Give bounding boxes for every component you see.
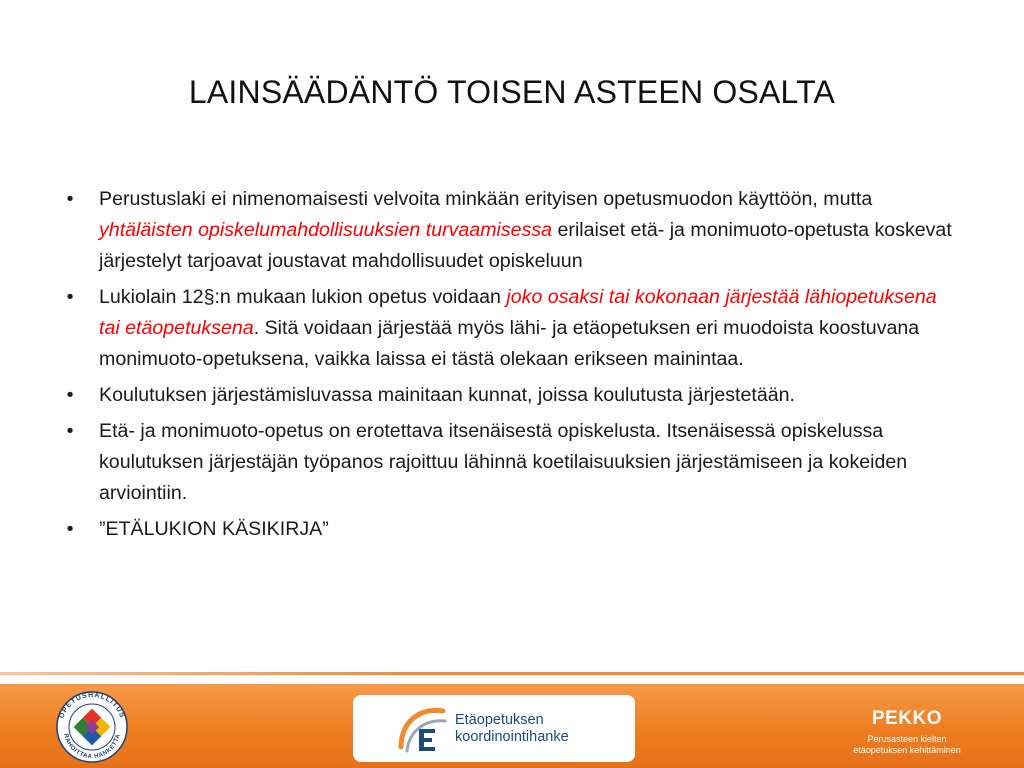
pekko-brand bbox=[842, 708, 972, 756]
bullet-item bbox=[60, 416, 960, 509]
footer-divider bbox=[0, 672, 1024, 675]
pekko-title: PEKKO bbox=[871, 708, 943, 729]
bullet-marker: • bbox=[66, 420, 74, 442]
bullet-text: Koulutuksen järjestämisluvassa mainitaan kunnat, joissa koulutusta järjestetään. bbox=[99, 384, 795, 406]
pekko-subtitle-line1: Perusasteen kielten bbox=[867, 734, 947, 744]
bullet-highlight-text: joko osaksi tai kokonaan järjestää lähiopetuksena tai etäopetuksena bbox=[99, 286, 937, 339]
seal-ring-bottom-text: RAHOITTAA HANKETTA bbox=[62, 733, 122, 761]
bullet-marker: • bbox=[66, 384, 74, 406]
bullet-item bbox=[60, 380, 960, 411]
bullet-item bbox=[60, 184, 960, 277]
bullet-list bbox=[60, 184, 960, 550]
etaopetus-line1: Etäopetuksen bbox=[455, 712, 544, 728]
pekko-subtitle-line2: etäopetuksen kehittäminen bbox=[853, 745, 961, 755]
etaopetus-line2: koordinointihanke bbox=[455, 729, 569, 745]
bullet-marker: • bbox=[66, 188, 74, 210]
slide-title: LAINSÄÄDÄNTÖ TOISEN ASTEEN OSALTA bbox=[188, 74, 836, 110]
opetushallitus-seal-icon bbox=[52, 690, 132, 764]
bullet-text: Perustuslaki ei nimenomaisesti velvoita minkään erityisen opetusmuodon käyttöön, mutta bbox=[99, 188, 873, 210]
bullet-highlight-text: yhtäläisten opiskelumahdollisuuksien turvaamisessa bbox=[99, 219, 553, 241]
bullet-text: ”ETÄLUKION KÄSIKIRJA” bbox=[99, 518, 329, 540]
etaopetus-logo-text bbox=[455, 712, 569, 746]
bullet-text: Lukiolain 12§:n mukaan lukion opetus voidaan bbox=[99, 286, 507, 308]
seal-ring-top-text: OPETUSHALLITUS bbox=[58, 691, 126, 720]
pekko-subtitle bbox=[842, 734, 972, 756]
bullet-text: erilaiset etä- ja monimuoto-opetusta koskevat järjestelyt tarjoavat joustavat mahdollisuudet opiskeluun bbox=[99, 219, 952, 272]
bullet-marker: • bbox=[66, 518, 74, 540]
bullet-item bbox=[60, 282, 960, 375]
bullet-item bbox=[60, 514, 960, 545]
bullet-marker: • bbox=[66, 286, 74, 308]
bullet-text: Etä- ja monimuoto-opetus on erotettava itsenäisestä opiskelusta. Itsenäisessä opiskelussa koulutuksen järjestäjän työpanos rajoittuu lähinnä koetilaisuuksien järjestämiseen ja kokeiden arviointiin. bbox=[99, 420, 908, 504]
etaopetus-e-logo-icon bbox=[395, 701, 451, 757]
bullet-text: . Sitä voidaan järjestää myös lähi- ja etäopetuksen eri muodoista koostuvana monimuoto-opetuksena, vaikka laissa ei tästä olekaan erikseen mainintaa. bbox=[99, 317, 920, 370]
etaopetus-logo-box bbox=[353, 695, 635, 762]
